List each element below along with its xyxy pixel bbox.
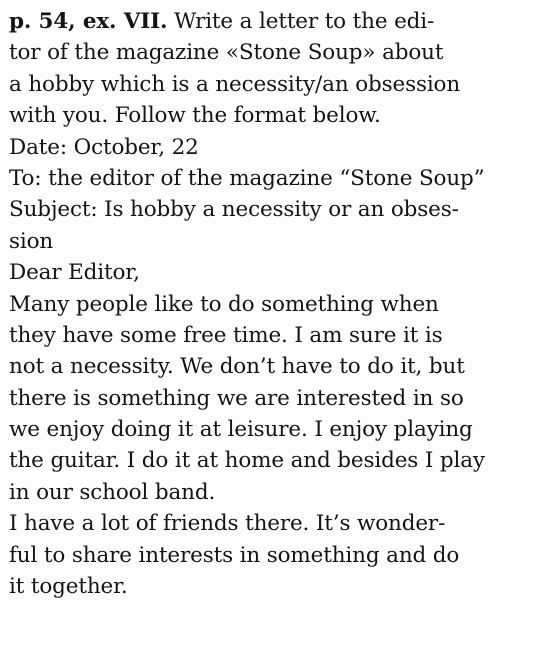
letter-body-line: not a necessity. We don’t have to do it, but — [9, 354, 465, 380]
exercise-instruction-line-2: tor of the magazine «Stone Soup» about — [9, 40, 444, 66]
letter-salutation: Dear Editor, — [9, 260, 140, 286]
letter-body-line: Many people like to do something when — [9, 291, 439, 317]
exercise-reference: p. 54, ex. VII. — [9, 9, 168, 34]
letter-date: Date: October, 22 — [9, 134, 199, 160]
letter-body-line: there is something we are interested in so — [9, 385, 464, 411]
letter-recipient: To: the editor of the magazine “Stone Soup” — [9, 165, 485, 191]
letter-subject-line-1: Subject: Is hobby a necessity or an obses- — [9, 197, 459, 223]
letter-body-line: we enjoy doing it at leisure. I enjoy playing — [9, 417, 473, 443]
exercise-instruction-line-4: with you. Follow the format below. — [9, 103, 381, 129]
letter-body-line: in our school band. — [9, 479, 216, 505]
instruction-text: Write a letter to the edi- — [167, 9, 435, 34]
letter-subject-line-2: sion — [9, 228, 54, 254]
letter-body-line: I have a lot of friends there. It’s wonder- — [9, 511, 446, 537]
letter-body-line: they have some free time. I am sure it is — [9, 322, 443, 348]
letter-body-line: ful to share interests in something and do — [9, 542, 460, 568]
letter-body-line: it together. — [9, 574, 128, 600]
exercise-instruction-line-3: a hobby which is a necessity/an obsession — [9, 71, 461, 97]
exercise-instruction-line-1 — [9, 6, 542, 37]
letter-body-line: the guitar. I do it at home and besides I play — [9, 448, 485, 474]
